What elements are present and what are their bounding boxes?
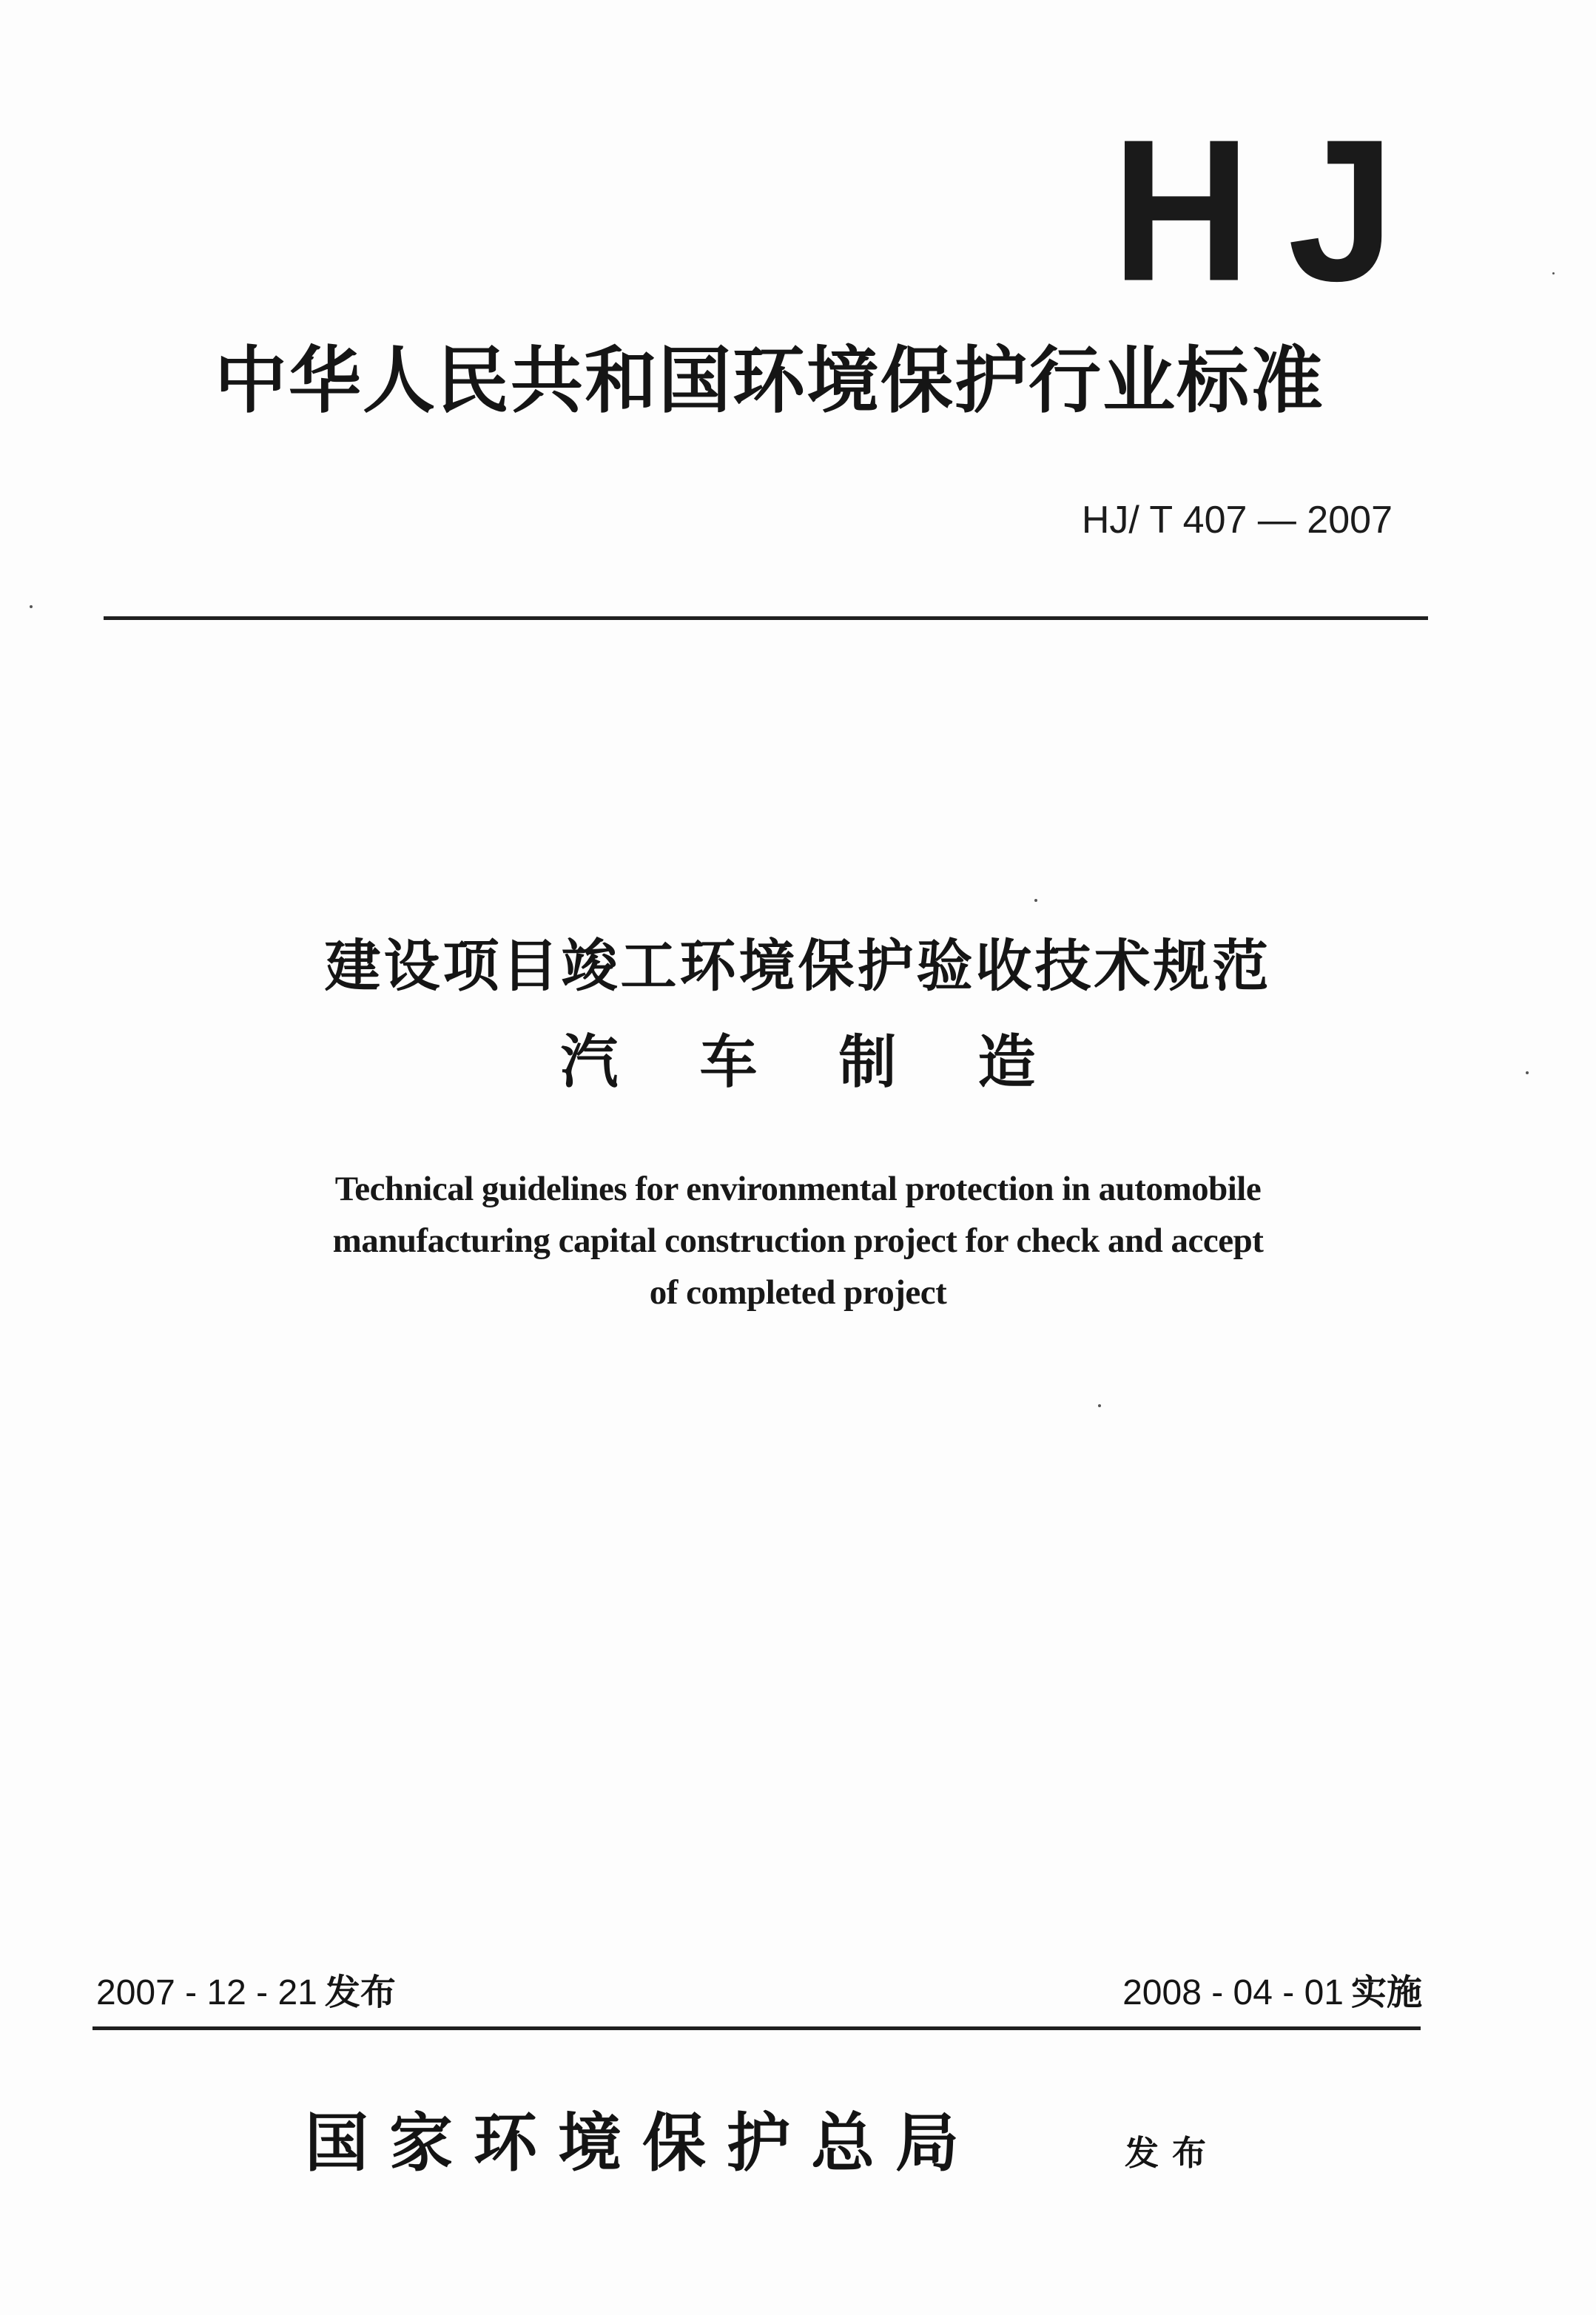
effective-date: 2008 - 04 - 01 bbox=[1122, 1973, 1344, 2012]
footer-divider bbox=[92, 2026, 1421, 2030]
document-title-en-line: Technical guidelines for environmental protection in automobile bbox=[334, 1170, 1262, 1208]
document-title-en-line: manufacturing capital construction project for check and accept bbox=[332, 1221, 1264, 1260]
scan-speck bbox=[1034, 899, 1037, 902]
effective-label: 实施 bbox=[1350, 1972, 1422, 2013]
publish-label: 发布 bbox=[1125, 2133, 1219, 2173]
scan-speck bbox=[1098, 1404, 1101, 1407]
document-title-en bbox=[0, 1163, 1596, 1318]
issue-date: 2007 - 12 - 21 bbox=[96, 1973, 317, 2012]
hj-logo bbox=[1111, 98, 1432, 324]
hj-logo-text: HJ bbox=[1111, 98, 1432, 324]
scan-speck bbox=[30, 605, 33, 608]
publisher-name: 国家环境保护总局 bbox=[305, 2106, 980, 2180]
document-title-cn-line1: 建设项目竣工环境保护验收技术规范 bbox=[324, 933, 1272, 999]
issue-date-block bbox=[96, 1967, 396, 2019]
document-title-en-line: of completed project bbox=[649, 1273, 947, 1312]
standard-code: HJ/ T 407 — 2007 bbox=[1081, 499, 1393, 542]
document-title-cn-line2: 汽车制造 bbox=[560, 1029, 1117, 1096]
header-divider bbox=[104, 616, 1428, 620]
issue-label: 发布 bbox=[324, 1972, 396, 2013]
standard-category-title: 中华人民共和国环境保护行业标准 bbox=[214, 339, 1324, 423]
effective-date-block bbox=[1122, 1967, 1422, 2019]
scan-speck bbox=[1552, 272, 1555, 274]
